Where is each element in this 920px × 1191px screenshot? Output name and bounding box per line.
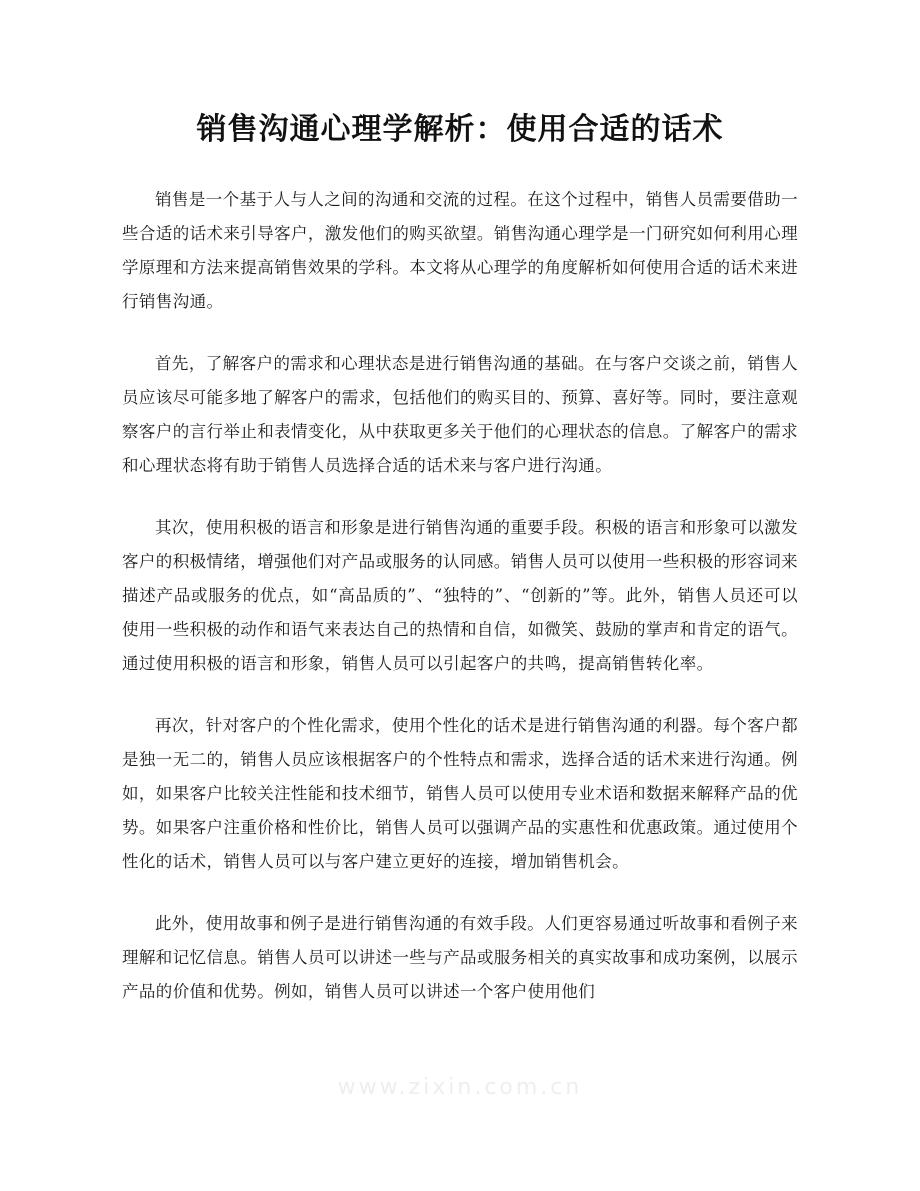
- paragraph-second: 其次，使用积极的语言和形象是进行销售沟通的重要手段。积极的语言和形象可以激发客户的积极情绪，增强他们对产品或服务的认同感。销售人员可以使用一些积极的形容词来描述产品或服务的优点，如“高品质的”、“独特的”、“创新的”等。此外，销售人员还可以使用一些积极的动作和语气来表达自己的热情和自信，如微笑、鼓励的掌声和肯定的语气。通过使用积极的语言和形象，销售人员可以引起客户的共鸣，提高销售转化率。: [122, 518, 798, 673]
- paragraph-intro: 销售是一个基于人与人之间的沟通和交流的过程。在这个过程中，销售人员需要借助一些合适的话术来引导客户，激发他们的购买欲望。销售沟通心理学是一门研究如何利用心理学原理和方法来提高销售效果的学科。本文将从心理学的角度解析如何使用合适的话术来进行销售沟通。: [122, 190, 798, 311]
- paragraph-third: 再次，针对客户的个性化需求，使用个性化的话术是进行销售沟通的利器。每个客户都是独一无二的，销售人员应该根据客户的个性特点和需求，选择合适的话术来进行沟通。例如，如果客户比较关注性能和技术细节，销售人员可以使用专业术语和数据来解释产品的优势。如果客户注重价格和性价比，销售人员可以强调产品的实惠性和优惠政策。通过使用个性化的话术，销售人员可以与客户建立更好的连接，增加销售机会。: [122, 716, 798, 871]
- document-title: 销售沟通心理学解析：使用合适的话术: [196, 112, 724, 147]
- paragraph-first: 首先，了解客户的需求和心理状态是进行销售沟通的基础。在与客户交谈之前，销售人员应该尽可能多地了解客户的需求，包括他们的购买目的、预算、喜好等。同时，要注意观察客户的言行举止和表情变化，从中获取更多关于他们的心理状态的信息。了解客户的需求和心理状态将有助于销售人员选择合适的话术来与客户进行沟通。: [122, 354, 798, 475]
- watermark-text: www.zixin.com.cn: [337, 1075, 583, 1100]
- paragraph-fourth: 此外，使用故事和例子是进行销售沟通的有效手段。人们更容易通过听故事和看例子来理解和记忆信息。销售人员可以讲述一些与产品或服务相关的真实故事和成功案例，以展示产品的价值和优势。例如，销售人员可以讲述一个客户使用他们: [122, 914, 798, 1001]
- document-body: [122, 183, 798, 1037]
